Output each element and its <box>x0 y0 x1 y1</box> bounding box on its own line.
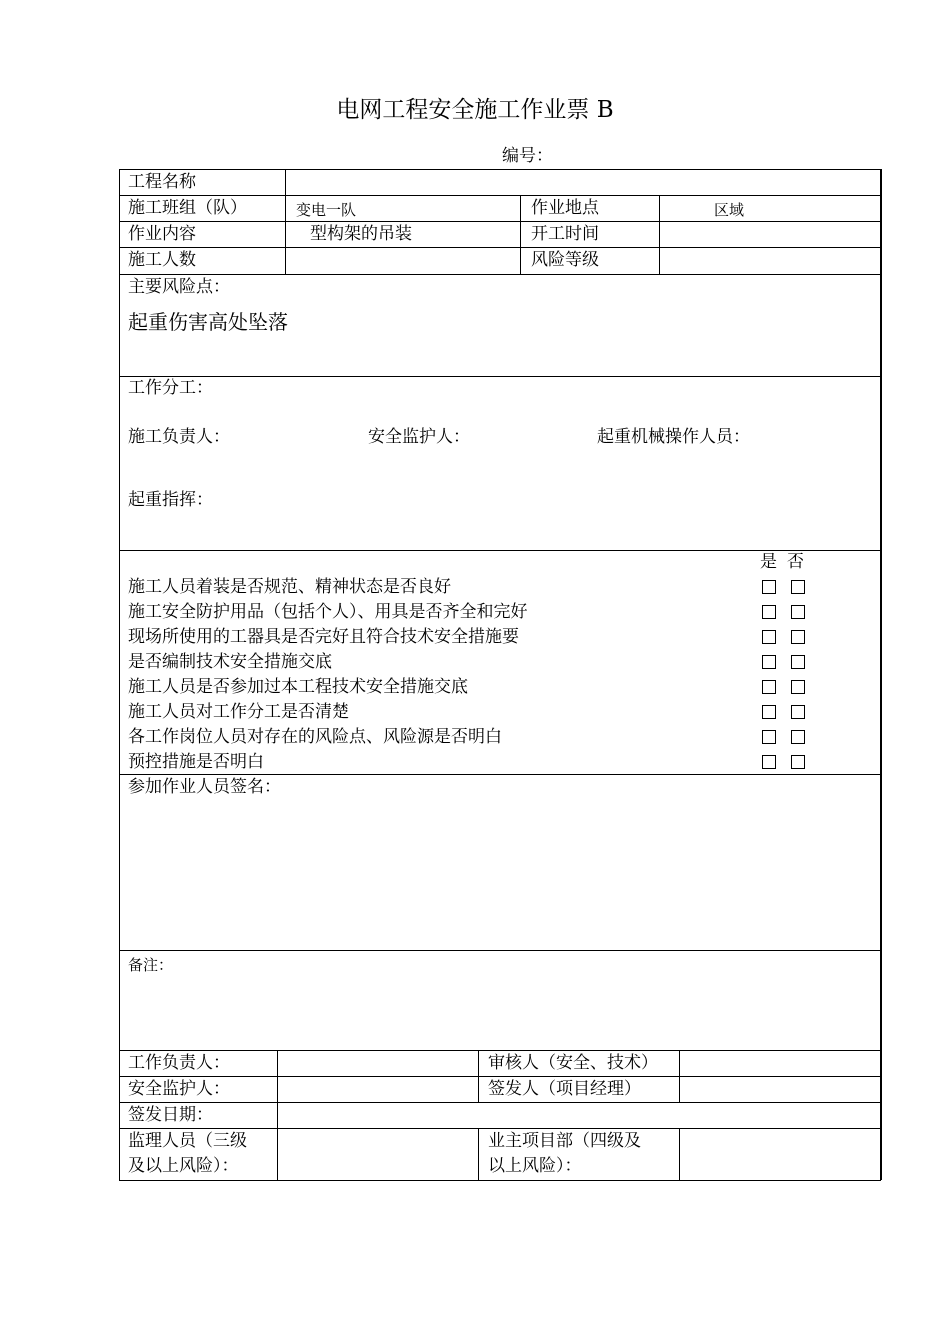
checklist-item: 施工人员着装是否规范、精神状态是否良好 <box>128 577 451 597</box>
main-risks-value: 起重伤害高处坠落 <box>128 310 288 334</box>
safety-supervisor-label: 安全监护人： <box>368 427 470 447</box>
supervisor-label-line2: 及以上风险）： <box>128 1156 239 1176</box>
rule <box>119 274 881 275</box>
remarks-label: 备注： <box>128 956 174 974</box>
rule <box>520 195 521 274</box>
team-value: 变电一队 <box>296 201 357 219</box>
yes-checkbox[interactable] <box>762 755 776 769</box>
checklist-item: 现场所使用的工器具是否完好且符合技术安全措施要 <box>128 627 519 647</box>
checklist-item: 施工人员对工作分工是否清楚 <box>128 702 349 722</box>
safety-supervisor-sign-label: 安全监护人： <box>128 1079 230 1099</box>
rule <box>119 550 881 551</box>
rule <box>478 1128 479 1180</box>
owner-project-dept-label-line1: 业主项目部（四级及 <box>488 1131 641 1151</box>
rule <box>285 169 286 274</box>
construction-leader-label: 施工负责人： <box>128 427 230 447</box>
content-value: 型构架的吊装 <box>310 224 412 244</box>
work-leader-label: 工作负责人： <box>128 1053 230 1073</box>
no-checkbox[interactable] <box>791 755 805 769</box>
table-left-border <box>119 169 120 1180</box>
document-title: 电网工程安全施工作业票 B <box>336 97 614 123</box>
content-label: 作业内容 <box>128 224 196 244</box>
rule <box>478 1050 479 1102</box>
checklist-item: 各工作岗位人员对存在的风险点、风险源是否明白 <box>128 727 502 747</box>
no-checkbox[interactable] <box>791 655 805 669</box>
rule <box>277 1050 278 1180</box>
rule <box>119 1050 881 1051</box>
rule <box>119 247 881 248</box>
rule <box>119 774 881 775</box>
rule <box>119 950 881 951</box>
rule <box>659 195 660 274</box>
no-column-header: 否 <box>787 552 804 572</box>
location-label: 作业地点 <box>531 198 599 218</box>
yes-checkbox[interactable] <box>762 580 776 594</box>
no-checkbox[interactable] <box>791 705 805 719</box>
rule <box>119 221 881 222</box>
no-checkbox[interactable] <box>791 605 805 619</box>
checklist-item: 预控措施是否明白 <box>128 752 264 772</box>
yes-column-header: 是 <box>760 552 777 572</box>
rule <box>119 376 881 377</box>
rule <box>679 1050 680 1102</box>
table-right-border <box>880 169 882 1180</box>
reviewer-label: 审核人（安全、技术） <box>488 1053 658 1073</box>
yes-checkbox[interactable] <box>762 680 776 694</box>
workers-count-label: 施工人数 <box>128 250 196 270</box>
crane-signal-label: 起重指挥： <box>128 490 213 510</box>
no-checkbox[interactable] <box>791 580 805 594</box>
rule <box>119 1180 881 1181</box>
checklist-item: 是否编制技术安全措施交底 <box>128 652 332 672</box>
supervisor-label-line1: 监理人员（三级 <box>128 1131 247 1151</box>
rule <box>119 169 881 170</box>
work-division-label: 工作分工： <box>128 378 213 398</box>
location-value: 区域 <box>714 201 745 219</box>
serial-number-label: 编号： <box>502 146 553 166</box>
team-label: 施工班组（队） <box>128 198 247 218</box>
no-checkbox[interactable] <box>791 680 805 694</box>
rule <box>119 1102 881 1103</box>
yes-checkbox[interactable] <box>762 655 776 669</box>
start-time-label: 开工时间 <box>531 224 599 244</box>
rule <box>119 1076 881 1077</box>
yes-checkbox[interactable] <box>762 630 776 644</box>
rule <box>119 1128 881 1129</box>
rule <box>119 195 881 196</box>
risk-level-label: 风险等级 <box>531 250 599 270</box>
checklist-item: 施工人员是否参加过本工程技术安全措施交底 <box>128 677 468 697</box>
no-checkbox[interactable] <box>791 630 805 644</box>
owner-project-dept-label-line2: 以上风险）： <box>488 1156 582 1176</box>
rule <box>679 1128 680 1180</box>
crane-operator-label: 起重机械操作人员： <box>597 427 750 447</box>
checklist-item: 施工安全防护用品（包括个人）、用具是否齐全和完好 <box>128 602 528 622</box>
yes-checkbox[interactable] <box>762 705 776 719</box>
issue-date-label: 签发日期： <box>128 1105 213 1125</box>
project-name-label: 工程名称 <box>128 172 196 192</box>
yes-checkbox[interactable] <box>762 605 776 619</box>
yes-checkbox[interactable] <box>762 730 776 744</box>
issuer-label: 签发人（项目经理） <box>488 1079 641 1099</box>
participants-signature-label: 参加作业人员签名： <box>128 777 281 797</box>
main-risks-label: 主要风险点： <box>128 277 230 297</box>
no-checkbox[interactable] <box>791 730 805 744</box>
